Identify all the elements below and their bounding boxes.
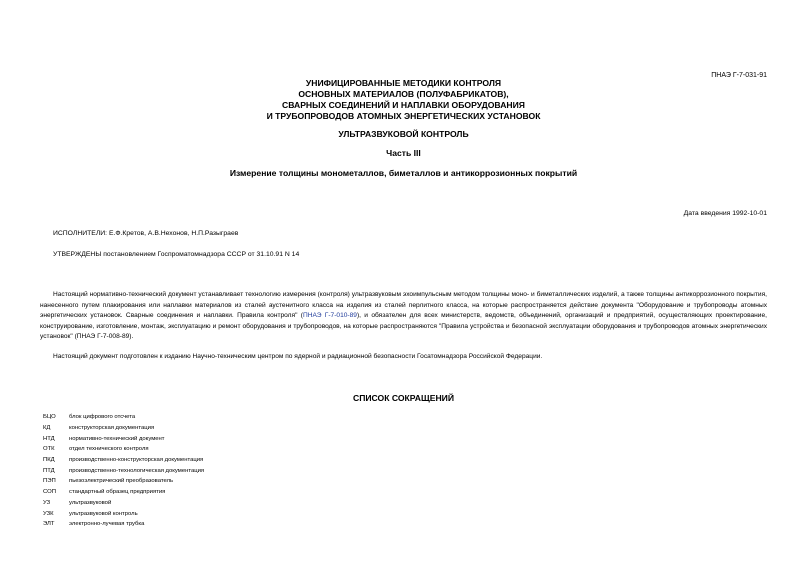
abbr-key: НТД [43, 435, 55, 442]
abbr-value: отдел технического контроля [69, 446, 149, 453]
document-subtitle: УЛЬТРАЗВУКОВОЙ КОНТРОЛЬ [338, 129, 469, 139]
list-item [43, 498, 204, 509]
list-item [43, 487, 204, 498]
abbreviations-list [43, 412, 204, 530]
title-line: И ТРУБОПРОВОДОВ АТОМНЫХ ЭНЕРГЕТИЧЕСКИХ УСТАНОВОК [266, 111, 541, 121]
abbr-key: ЭЛТ [43, 521, 55, 528]
abbr-value: пьезоэлектрический преобразователь [69, 478, 174, 485]
abbr-value: ультразвуковой контроль [69, 510, 138, 517]
title-line: СВАРНЫХ СОЕДИНЕНИЙ И НАПЛАВКИ ОБОРУДОВАНИЯ [282, 100, 525, 110]
abbr-key: ПЭП [43, 478, 56, 485]
document-code: ПНАЭ Г-7-031-91 [711, 72, 767, 79]
abbr-key: ПТД [43, 467, 55, 474]
abbr-key: СОП [43, 489, 56, 496]
title-line: ОСНОВНЫХ МАТЕРИАЛОВ (ПОЛУФАБРИКАТОВ), [298, 89, 509, 99]
abbr-key: КД [43, 425, 51, 432]
abbr-value: ультразвуковой [69, 499, 112, 506]
list-item [43, 433, 204, 444]
list-item [43, 508, 204, 519]
list-item [43, 412, 204, 423]
title-line: УНИФИЦИРОВАННЫЕ МЕТОДИКИ КОНТРОЛЯ [305, 78, 502, 88]
abbr-value: производственно-технологическая документация [69, 467, 205, 474]
abbr-value: производственно-конструкторская документация [69, 457, 204, 464]
approved-line [53, 251, 299, 258]
intro-text: Настоящий нормативно-технический документ устанавливает технологию измерения (контроля) ультразвуковым эхоимпульсным методом толщины моно- и биметаллических изделий, а также толщины антикоррозионного покрытия, нанесенного путем плакирования или наплавки материалов из сталей аустенитного класса на изделия из сталей перлитного класса, на которые распространяется действие документа "Оборудование и трубопроводы атомных энергетических установок. Сварные соединения и наплавки. Правила контроля" ( [40, 291, 767, 319]
list-item [43, 423, 204, 434]
document-part-title: Измерение толщины монометаллов, биметаллов и антикоррозионных покрытий [229, 168, 578, 178]
abbr-key: ОТК [43, 446, 55, 453]
abbr-value: нормативно-технический документ [69, 435, 165, 442]
document-title [0, 78, 807, 122]
abbreviations-heading: СПИСОК СОКРАЩЕНИЙ [352, 393, 455, 403]
abbr-key: УЗ [43, 499, 51, 506]
approved-label: УТВЕРЖДЕНЫ [53, 251, 102, 258]
list-item [43, 444, 204, 455]
intro-paragraph-1 [40, 290, 767, 343]
abbr-value: конструкторская документация [69, 425, 155, 432]
executors-line: ИСПОЛНИТЕЛИ: Е.Ф.Кретов, А.В.Нехонов, Н.П.Разыграев [53, 230, 239, 237]
list-item [43, 476, 204, 487]
abbr-value: блок цифрового отсчета [69, 414, 136, 421]
abbr-value: стандартный образец предприятия [69, 489, 166, 496]
list-item [43, 465, 204, 476]
abbr-value: электронно-лучевая трубка [69, 521, 145, 528]
link-pnae-g-7-010-89[interactable]: ПНАЭ Г-7-010-89 [302, 312, 357, 319]
date-of-introduction: Дата введения 1992-10-01 [683, 210, 767, 217]
abbr-key: ПКД [43, 457, 55, 464]
approved-text: постановлением Госпроматомнадзора СССР от 31.10.91 N 14 [101, 251, 300, 258]
list-item [43, 519, 204, 530]
intro-paragraph-2: Настоящий документ подготовлен к изданию Научно-техническим центром по ядерной и радиационной безопасности Госатомнадзора Российской Федерации. [53, 353, 543, 360]
document-part: Часть III [386, 148, 421, 158]
list-item [43, 455, 204, 466]
intro-text: ), и обязателен для всех министерств, ведомств, объединений, организаций и предприятий, осуществляющих проектирование, конструирование, изготовление, монтаж, эксплуатацию и ремонт оборудования и трубопроводов, на которые распространяются "Правила устройства и безопасной эксплуатации оборудования и трубопроводов атомных энергетических установок" (ПНАЭ Г-7-008-89). [40, 312, 767, 340]
abbr-key: УЗК [43, 510, 54, 517]
abbr-key: БЦО [43, 414, 56, 421]
